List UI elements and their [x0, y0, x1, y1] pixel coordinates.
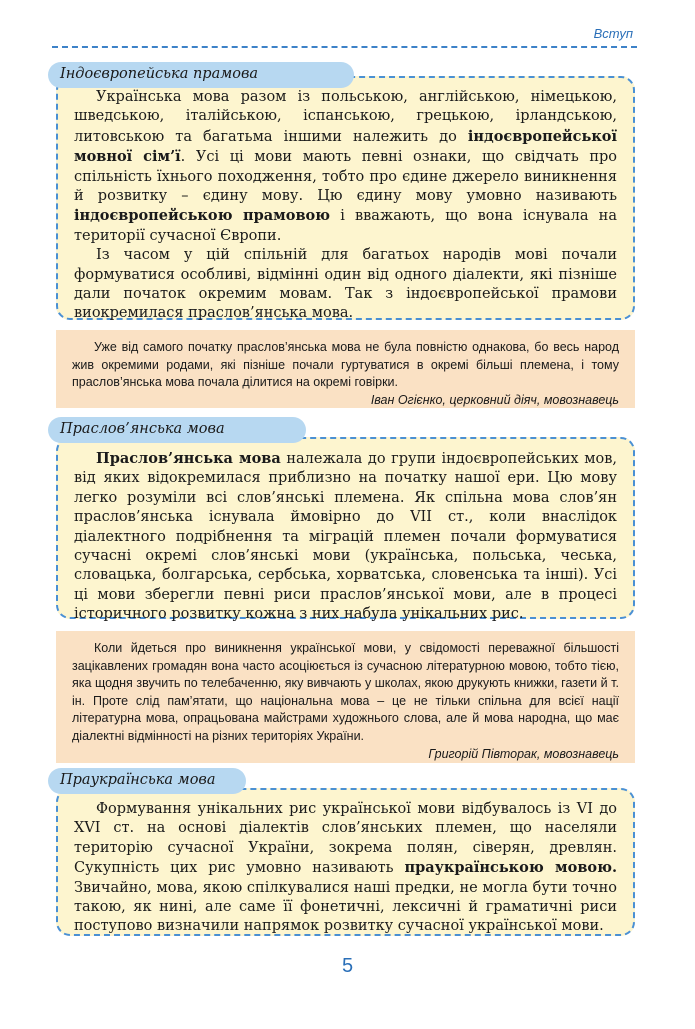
quote-box-1	[56, 330, 635, 408]
section-1-paragraph-1	[74, 88, 617, 246]
section-box-1	[56, 76, 635, 320]
section-box-3	[56, 788, 635, 936]
header-divider	[52, 46, 637, 48]
quote-box-2	[56, 631, 635, 763]
key-term: індоєвропейської мовної сім’ї	[74, 127, 617, 166]
text-run: Звичайно, мова, якою спілкувалися наші предки, не могла бути точно такою, як нині, але саме її фонетичні, лексичні й граматичні риси поступово визначили напрямок розвитку сучасної української мови.	[74, 879, 617, 935]
section-tab-1: Індоєвропейська прамова	[48, 62, 354, 88]
text-run: і вважають, що вона існувала на території сучасної Європи.	[74, 208, 617, 244]
section-1-paragraph-2	[74, 246, 617, 324]
text-run: Із часом у цій спільній для багатьох народів мові почали формуватися особливі, відмінні один від одного діалекти, які пізніше дали початок окремим мовам. Так з індоєвропейської прамови виокремилася праслов’янська мова.	[74, 247, 617, 322]
text-run: . Усі ці мови мають певні ознаки, що свідчать про спільність їхнього походження, тобто про єдине джерело виникнення й розвитку – єдину мову. Цю єдину мову умовно називають	[74, 149, 618, 205]
key-term: індоєвропейською прамовою	[74, 207, 331, 225]
key-term: Праслов’янська мова	[96, 450, 281, 467]
quote-2-author: Григорій Півторак, мовознавець	[428, 746, 619, 761]
text-run: Формування унікальних рис української мови відбувалось із VI до XVI ст. на основі діалектів слов’янських племен, що населяли територію сучасної України, зокрема полян, сіверян, древлян. Сукупність цих рис умовно називають	[74, 801, 617, 877]
section-tab-3: Праукраїнська мова	[48, 768, 246, 794]
section-box-2	[56, 437, 635, 623]
key-term: праукраїнською мовою.	[404, 859, 617, 877]
section-3-paragraph-1	[74, 800, 617, 937]
page-number: 5	[341, 955, 354, 977]
section-2-paragraph-1	[74, 449, 617, 625]
quote-2-text: Коли йдеться про виникнення української мови, у свідомості переважної більшості зацікавлених громадян вона часто асоціюється із сучасною літературною мовою, тобто тією, яка щодня звучить по телебаченню, яку вивчають у школах, якою друкують книжки, газети й т. ін. Проте слід пам’ятати, що національна мова – це не тільки спільна для всієї нації літературна мова, опрацьована майстрами художнього слова, але й мова народна, що має діалектні відмінності на різних територіях України.	[72, 641, 619, 743]
quote-1-text: Уже від самого початку праслов’янська мова не була повністю однакова, бо весь народ жив окремими родами, які пізніше почали гуртуватися в окремі більші племена, і тому праслов’янська мова почала ділитися на окремі говірки.	[72, 340, 619, 390]
text-run: належала до групи індоєвропейських мов, від яких відокремилася приблизно на початку нашої ери. Цю мову легко розуміли всі слов’янські племена. Як спільна мова слов’ян праслов’янська існувала ймовірно до VII ст., коли внаслідок діалектного подрібнення та міграцій племен почали формуватися сучасні окремі слов’янські мови (українська, польська, чеська, словацька, болгарська, сербська, хорватська, словенська та інші). Усі ці мови зберегли певні риси праслов’янської мови, але в процесі історичного розвитку кожна з них набула унікальних рис.	[74, 451, 617, 623]
quote-1-author: Іван Огієнко, церковний діяч, мовознавець	[370, 392, 619, 407]
text-run: Українська мова разом із польською, англійською, німецькою, шведською, італійською, іспанською, грецькою, ірландською, литовською та багатьма іншими належить до	[74, 89, 617, 145]
section-label: Вступ	[593, 26, 633, 41]
section-tab-2: Праслов’янська мова	[48, 417, 306, 443]
